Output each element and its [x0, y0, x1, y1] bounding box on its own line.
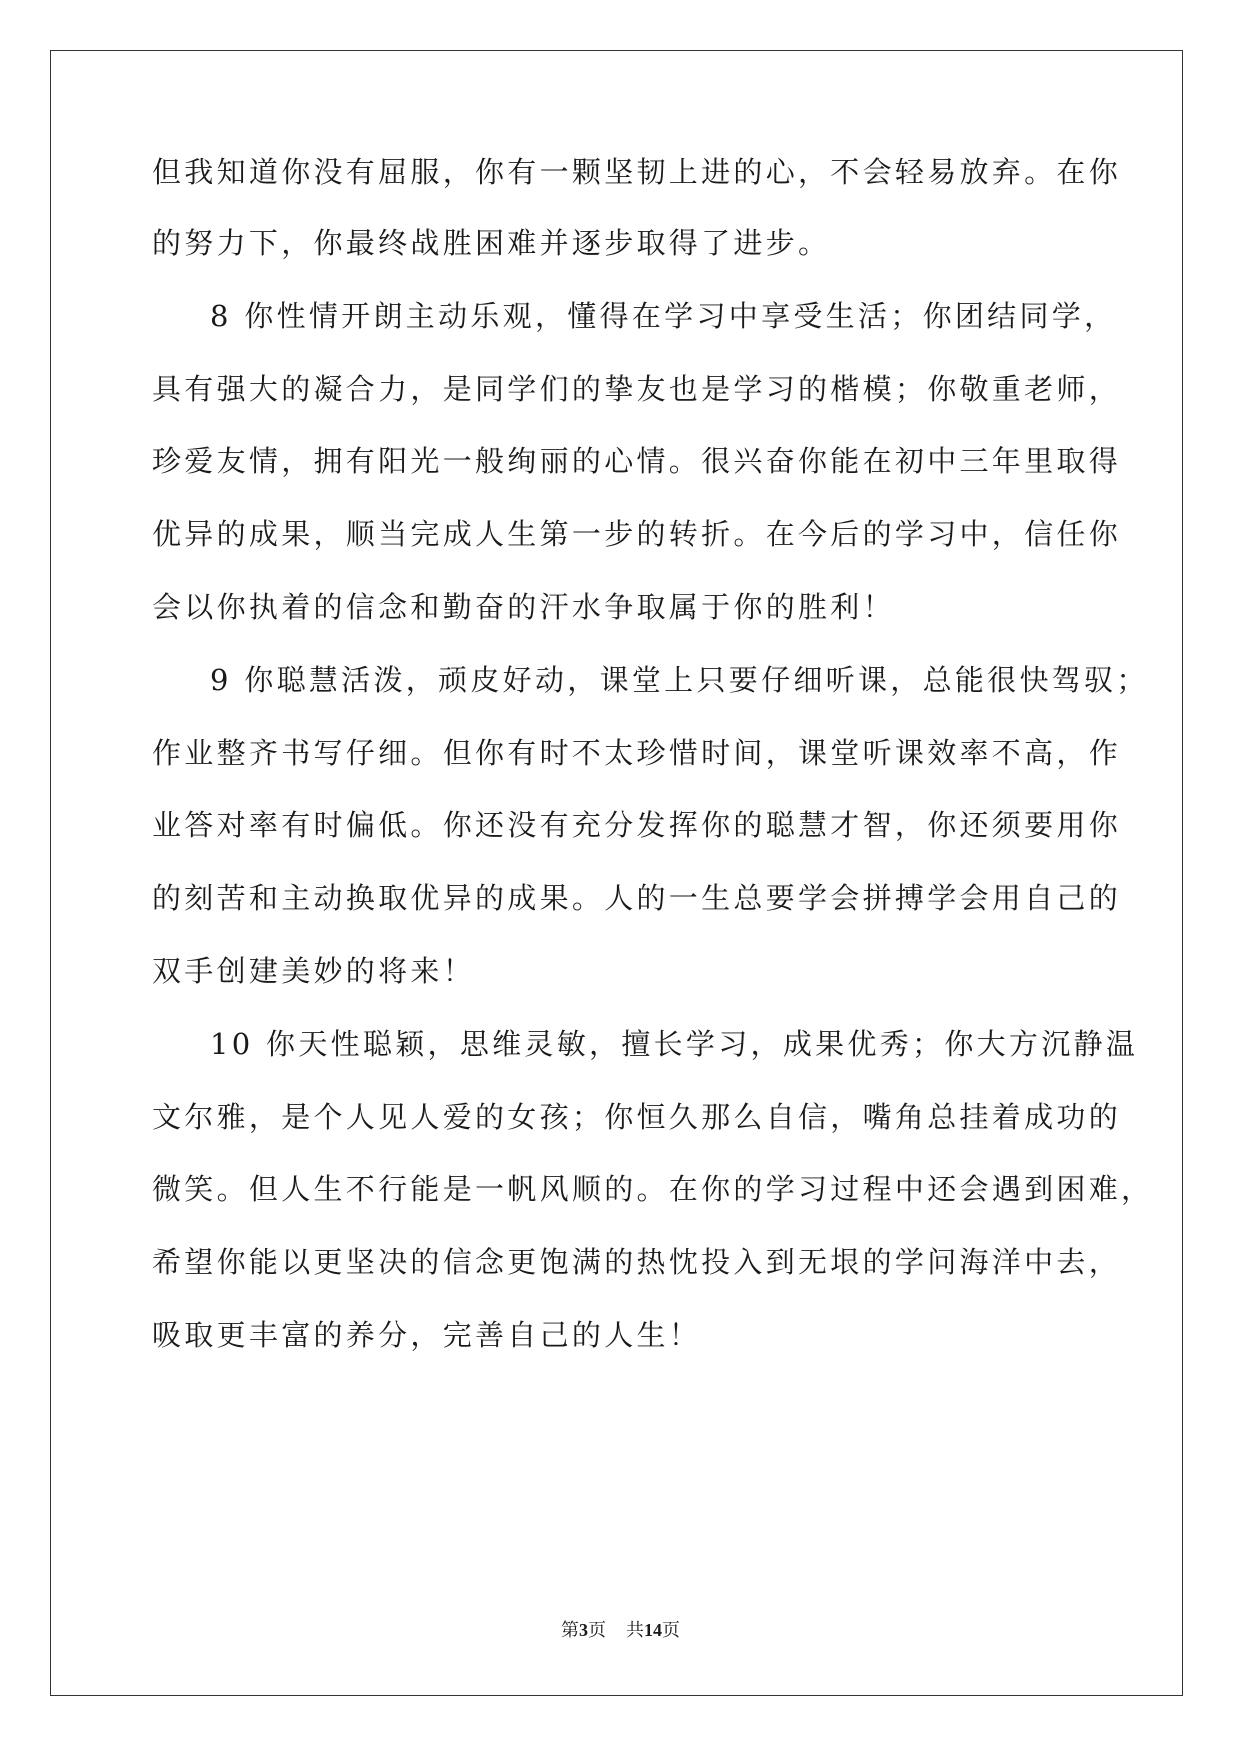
page-prefix: 第 [561, 1620, 579, 1641]
text-line: 业答对率有时偏低。你还没有充分发挥你的聪慧才智，你还须要用你 [152, 808, 1122, 842]
text-line: 作业整齐书写仔细。但你有时不太珍惜时间，课堂听课效率不高，作 [152, 736, 1122, 770]
text-line: 的努力下，你最终战胜困难并逐步取得了进步。 [152, 226, 831, 260]
paragraph-9-start: 9 你聪慧活泼，顽皮好动，课堂上只要仔细听课，总能很快驾驭； [210, 663, 1149, 697]
page-footer [0, 1618, 1241, 1643]
text-line: 但我知道你没有屈服，你有一颗坚韧上进的心，不会轻易放弃。在你 [152, 155, 1122, 189]
total-suffix: 页 [662, 1620, 680, 1641]
total-pages: 14 [644, 1620, 662, 1640]
paragraph-10-start: 10 你天性聪颖，思维灵敏，擅长学习，成果优秀；你大方沉静温 [210, 1027, 1139, 1061]
text-line: 具有强大的凝合力，是同学们的挚友也是学习的楷模；你敬重老师， [152, 372, 1122, 406]
text-line: 的刻苦和主动换取优异的成果。人的一生总要学会拼搏学会用自己的 [152, 881, 1122, 915]
text-line: 优异的成果，顺当完成人生第一步的转折。在今后的学习中，信任你 [152, 517, 1122, 551]
text-line: 希望你能以更坚决的信念更饱满的热忱投入到无垠的学问海洋中去， [152, 1245, 1122, 1279]
text-line: 双手创建美妙的将来！ [152, 954, 476, 988]
text-line: 微笑。但人生不行能是一帆风顺的。在你的学习过程中还会遇到困难， [152, 1172, 1154, 1206]
page-number: 3 [579, 1620, 588, 1640]
text-line: 文尔雅，是个人见人爱的女孩；你恒久那么自信，嘴角总挂着成功的 [152, 1100, 1122, 1134]
paragraph-8-start: 8 你性情开朗主动乐观，懂得在学习中享受生活；你团结同学， [210, 299, 1117, 333]
text-line: 吸取更丰富的养分，完善自己的人生！ [152, 1318, 702, 1352]
text-line: 珍爱友情，拥有阳光一般绚丽的心情。很兴奋你能在初中三年里取得 [152, 444, 1122, 478]
page-suffix: 页 [588, 1620, 606, 1641]
total-prefix: 共 [626, 1620, 644, 1641]
text-line: 会以你执着的信念和勤奋的汗水争取属于你的胜利！ [152, 590, 895, 624]
